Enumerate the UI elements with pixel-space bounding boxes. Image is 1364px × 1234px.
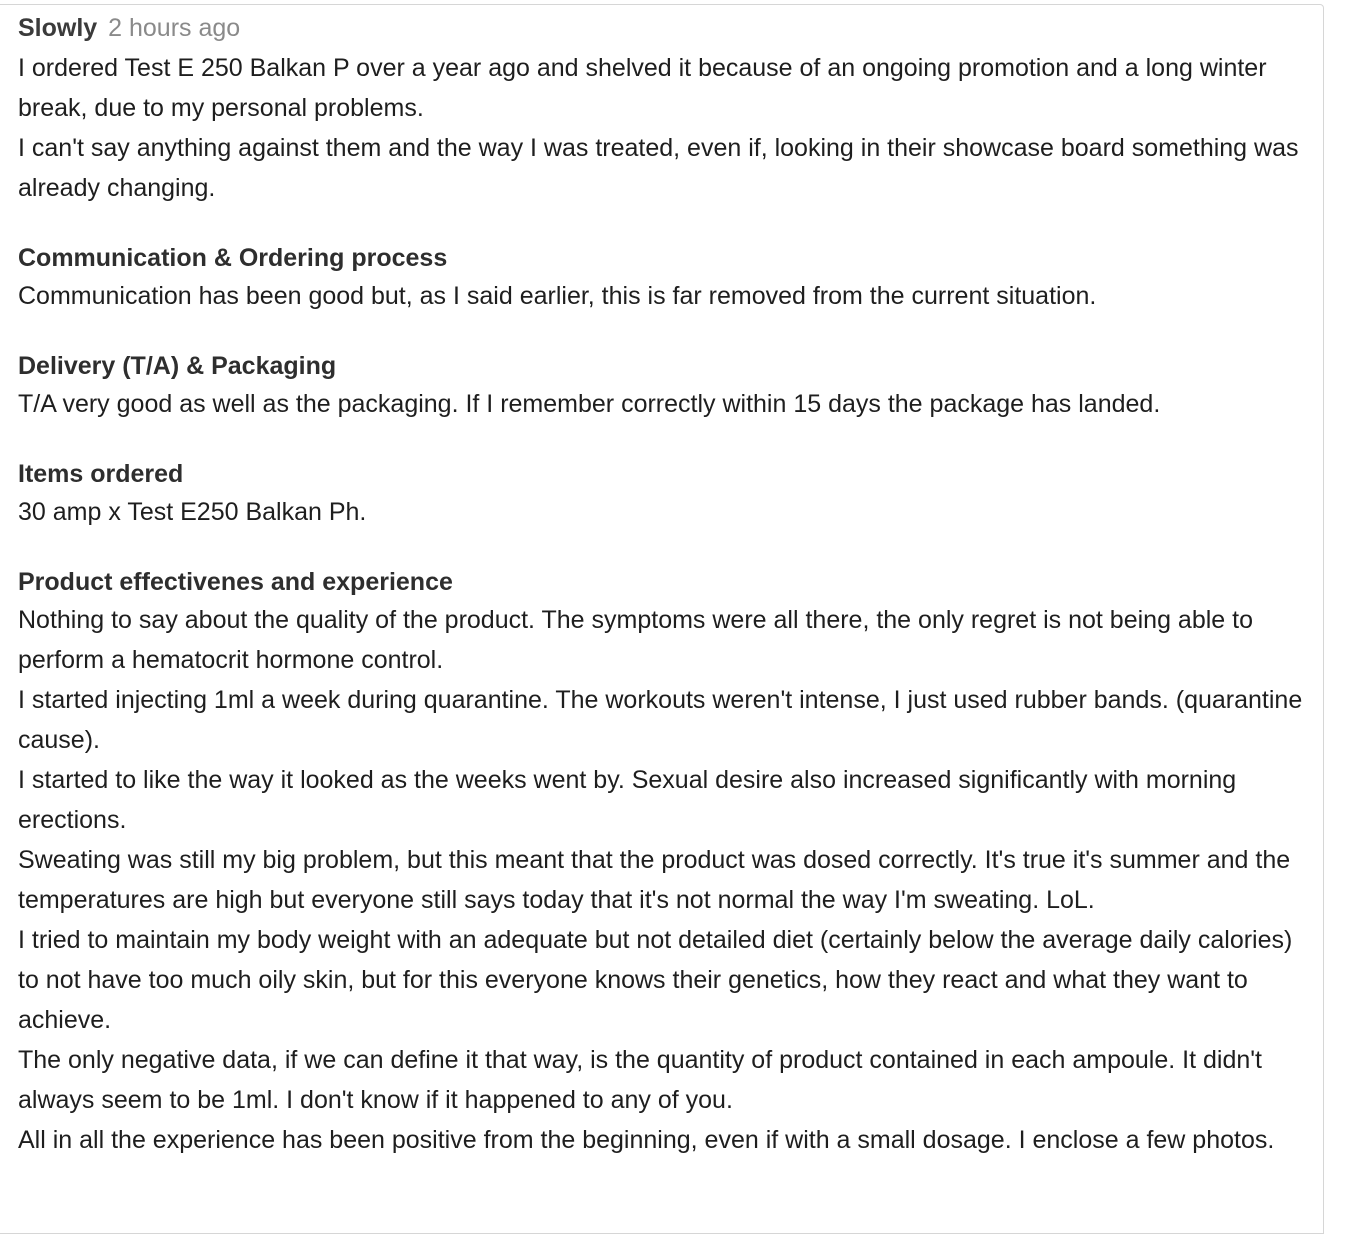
section-paragraph: I started injecting 1ml a week during quarantine. The workouts weren't intense, I just used rubber bands. (quarantine cause). xyxy=(18,686,1303,754)
post-timestamp[interactable]: 2 hours ago xyxy=(108,14,241,42)
section-title: Items ordered xyxy=(18,460,184,488)
section-paragraph: I tried to maintain my body weight with an adequate but not detailed diet (certainly below the average daily calories) to not have too much oily skin, but for this everyone knows their genetics, how they react and what they want to achieve. xyxy=(18,926,1293,1034)
section-title: Communication & Ordering process xyxy=(18,244,448,272)
post-header xyxy=(18,13,240,43)
intro-paragraph: I can't say anything against them and the way I was treated, even if, looking in their showcase board something was already changing. xyxy=(18,134,1299,202)
section-paragraph: I started to like the way it looked as the weeks went by. Sexual desire also increased significantly with morning erections. xyxy=(18,766,1237,834)
section-title: Product effectivenes and experience xyxy=(18,568,453,596)
author-name[interactable]: Slowly xyxy=(18,14,98,42)
section-paragraph: Communication has been good but, as I said earlier, this is far removed from the current situation. xyxy=(18,282,1097,310)
section-title: Delivery (T/A) & Packaging xyxy=(18,352,337,380)
section-paragraph: T/A very good as well as the packaging. If I remember correctly within 15 days the package has landed. xyxy=(18,390,1161,418)
post-body xyxy=(18,48,1318,1160)
section-paragraph: The only negative data, if we can define it that way, is the quantity of product contained in each ampoule. It didn't always seem to be 1ml. I don't know if it happened to any of you. xyxy=(18,1046,1262,1114)
section-paragraph: All in all the experience has been positive from the beginning, even if with a small dosage. I enclose a few photos. xyxy=(18,1126,1275,1154)
intro-paragraph: I ordered Test E 250 Balkan P over a year ago and shelved it because of an ongoing promotion and a long winter break, due to my personal problems. xyxy=(18,54,1267,122)
forum-post xyxy=(0,4,1324,1234)
section-paragraph: 30 amp x Test E250 Balkan Ph. xyxy=(18,498,367,526)
section-paragraph: Sweating was still my big problem, but this meant that the product was dosed correctly. It's true it's summer and the temperatures are high but everyone still says today that it's not normal the way I'm sweating. LoL. xyxy=(18,846,1291,914)
section-paragraph: Nothing to say about the quality of the product. The symptoms were all there, the only regret is not being able to perform a hematocrit hormone control. xyxy=(18,606,1253,674)
